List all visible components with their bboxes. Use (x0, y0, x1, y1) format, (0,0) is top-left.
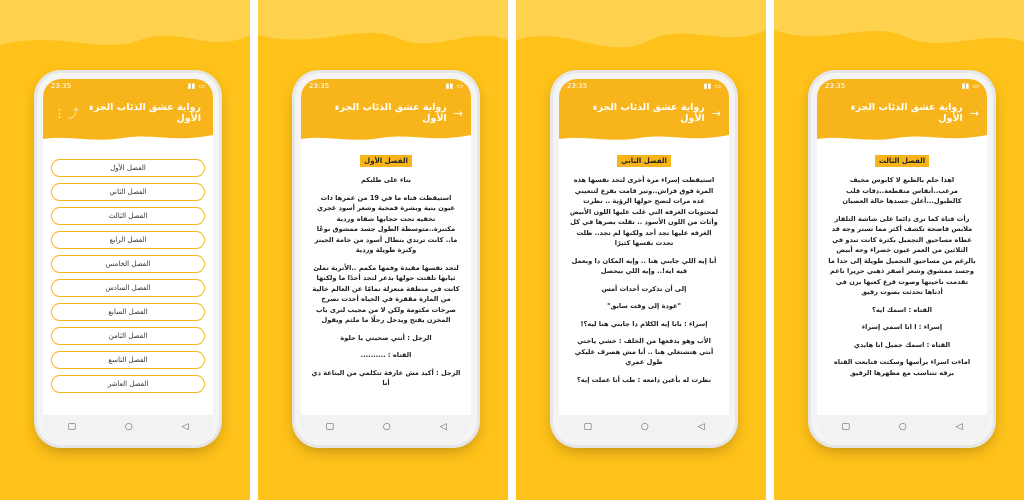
paragraph: الفتاه : اسمك جميل انا هايدي (853, 340, 951, 349)
status-time: 23:35 (567, 82, 588, 90)
chapter-button[interactable]: الفصل الأول (51, 159, 205, 177)
status-time: 23:35 (51, 82, 72, 90)
more-vertical-icon[interactable]: ⋮ (54, 106, 65, 120)
phone-screen (559, 79, 729, 439)
appbar-curve (43, 131, 213, 143)
signal-icon: ▮▮ (961, 82, 970, 90)
chapter-button[interactable]: الفصل السادس (51, 279, 205, 297)
chapter-content (559, 143, 729, 413)
chapter-content (817, 143, 987, 413)
recents-icon[interactable]: ▢ (583, 422, 592, 432)
paragraph: رأت فتاة كما ترى دائما على شاشة التلفاز ملابس فاضحة تكشف أكثر مما تستر وجه قد غطاه مساحيق التجميل بكثرة كانت تبدو في الثلاثين من العمر عيون خضراء وجه أبيض بالرغم من مساحيق التجميل طويلة إلى حدا ما وجسد ممشوق وشعر أصفر ذهبي حريرا ناعم تقدمت ناحيتها وصوت قرع كعبها يرن في أذناها تحدثت بصوت رقيق (828, 214, 976, 296)
phone-screen (301, 79, 471, 439)
paragraph: الفتاه : اسمك ايه؟ (872, 305, 932, 314)
status-bar (43, 79, 213, 93)
chapter-button[interactable]: الفصل الخامس (51, 255, 205, 273)
paragraph: إسراء : بابا إيه الكلام دا جابني هنا ليه؟! (580, 319, 708, 328)
paragraph: إلى أن تذكرت أحداث أمس (601, 284, 687, 293)
paragraph: نظرت له بأعين دامعه : طب أنا عملت إيه؟ (576, 375, 712, 384)
status-time: 23:35 (825, 82, 846, 90)
battery-icon: ▭ (198, 82, 205, 90)
signal-icon: ▮▮ (703, 82, 712, 90)
promo-panel-1 (0, 0, 250, 500)
paragraph: اماءت اسراء برأسها وسكتت فتابعت الفتاه برقه تتناسب مع مظهرها الرقيق (833, 358, 971, 377)
recents-icon[interactable]: ▢ (841, 422, 850, 432)
chapter-button[interactable]: الفصل الثاني (51, 183, 205, 201)
app-bar (301, 93, 471, 133)
battery-icon: ▭ (714, 82, 721, 90)
home-icon[interactable]: ○ (640, 422, 649, 432)
status-bar (301, 79, 471, 93)
status-bar (559, 79, 729, 93)
share-icon[interactable]: ⤴ (68, 107, 79, 120)
appbar-curve (559, 131, 729, 143)
back-arrow-icon[interactable]: → (711, 106, 721, 120)
battery-icon: ▭ (456, 82, 463, 90)
appbar-curve (301, 131, 471, 143)
app-title: رواية عشق الذئاب الجزء الأول (592, 102, 705, 124)
back-icon[interactable]: ◁ (697, 422, 705, 432)
phone-frame (295, 73, 477, 445)
paragraph: استيقظت إسراء مرة أخرى لتجد نفسها هذه المرة فوق فراش..وتبر قامت بفزع لتتعيني عده مرات لتضح حولها الرؤية .. نظرت لمحتويات الغرفه التي غلب عليها اللون الأبيض وأثاث من اللون الأسود .. نقلت بصرها في كل الغرفه عليها تجد أحد ولكنها لم تجد.. ظلت تحدث نفسها كثيرًا (569, 176, 719, 247)
status-time: 23:35 (309, 82, 330, 90)
promo-panel-3 (516, 0, 766, 500)
paragraph: بناء على طلبكم (360, 176, 412, 184)
home-icon[interactable]: ○ (124, 422, 133, 432)
signal-icon: ▮▮ (187, 82, 196, 90)
chapter-button[interactable]: الفصل الرابع (51, 231, 205, 249)
phone-frame (811, 73, 993, 445)
status-bar (817, 79, 987, 93)
app-title: رواية عشق الذئاب الجزء الأول (88, 102, 201, 124)
phone-screen (817, 79, 987, 439)
paragraph: الأب وهو يدفعها من الخلف : خشي ياختي أنتي هتشتغلي هنا .. أنا مش هصرف عليكي طول عمري (574, 337, 714, 366)
app-title: رواية عشق الذئاب الجزء الأول (334, 102, 447, 124)
chapter-button[interactable]: الفصل العاشر (51, 375, 205, 393)
android-nav-bar (301, 415, 471, 439)
android-nav-bar (43, 415, 213, 439)
app-title: رواية عشق الذئاب الجزء الأول (850, 102, 963, 124)
paragraph: اهذا حلم بالطبع لا كابوس مخيف مرعب..أنفاس متقطعة..دقات قلب كالطبول...أعلن جسدها حالة العصيان (842, 176, 962, 205)
back-arrow-icon[interactable]: → (969, 106, 979, 120)
promo-panel-2 (258, 0, 508, 500)
recents-icon[interactable]: ▢ (67, 422, 76, 432)
home-icon[interactable]: ○ (898, 422, 907, 432)
back-icon[interactable]: ◁ (955, 422, 963, 432)
promo-panel-4 (774, 0, 1024, 500)
back-icon[interactable]: ◁ (181, 422, 189, 432)
paragraph: الفتاه : .......... (360, 351, 412, 359)
paragraph: الرجل : أنتي صحيتي يا حلوة (340, 333, 432, 342)
chapter-button[interactable]: الفصل السابع (51, 303, 205, 321)
chapter-title: الفصل الثالث (875, 155, 929, 167)
chapter-list (43, 143, 213, 413)
chapter-button[interactable]: الفصل الثالث (51, 207, 205, 225)
phone-frame (37, 73, 219, 445)
chapter-title: الفصل الأول (360, 155, 412, 167)
appbar-curve (817, 131, 987, 143)
chapter-button[interactable]: الفصل الثامن (51, 327, 205, 345)
chapter-title: الفصل الثاني (617, 155, 671, 167)
phone-screen (43, 79, 213, 439)
back-arrow-icon[interactable]: → (453, 106, 463, 120)
app-bar (559, 93, 729, 133)
phone-frame (553, 73, 735, 445)
chapter-content (301, 143, 471, 413)
home-icon[interactable]: ○ (382, 422, 391, 432)
paragraph: استيقظت فتاه ما في 19 من عمرها ذات عيون بنية وبشرة قمحية وشعر أسود غجري تخفيه تحت حجابها شفاه وردية مكتنزة..متوسطة الطول جسد ممشوق نوعًا ما.. كانت ترتدي بنطال أسود من خامة الجينز وكنزة طويلة وردية (314, 193, 458, 254)
android-nav-bar (559, 415, 729, 439)
android-nav-bar (817, 415, 987, 439)
recents-icon[interactable]: ▢ (325, 422, 334, 432)
app-bar (817, 93, 987, 133)
battery-icon: ▭ (972, 82, 979, 90)
paragraph: إسراء : ا انا اسمي إسراء (861, 323, 943, 331)
paragraph: أنا إيه اللي جابني هنا .. وإيه المكان دا وبعمل فيه ايه!.. وإيه اللي بيحصل (571, 256, 717, 275)
paragraph: لتجد نفسها مقيدة وفمها مكمم ..الأتربة تملئ ثيابها تلفتت حولها بذعر لتجد أحدًا ما ولكنها كانت في منطقة منعزلة تمامًا عن العالم خالية من المارة مقفرة في الحياه أخذت تصرخ صرخات مكتومة ولكن لا من مجيب لترى باب المخزن يفتح ويدخل رجلًا ما ملثم ويقول (312, 263, 460, 324)
app-bar (43, 93, 213, 133)
back-icon[interactable]: ◁ (439, 422, 447, 432)
paragraph: الرجل : أكيد مش عارفة تتكلمي من البتاعة دي أنا (311, 368, 461, 387)
signal-icon: ▮▮ (445, 82, 454, 90)
chapter-button[interactable]: الفصل التاسع (51, 351, 205, 369)
paragraph: "عودة إلى وقت سابق" (607, 302, 681, 310)
